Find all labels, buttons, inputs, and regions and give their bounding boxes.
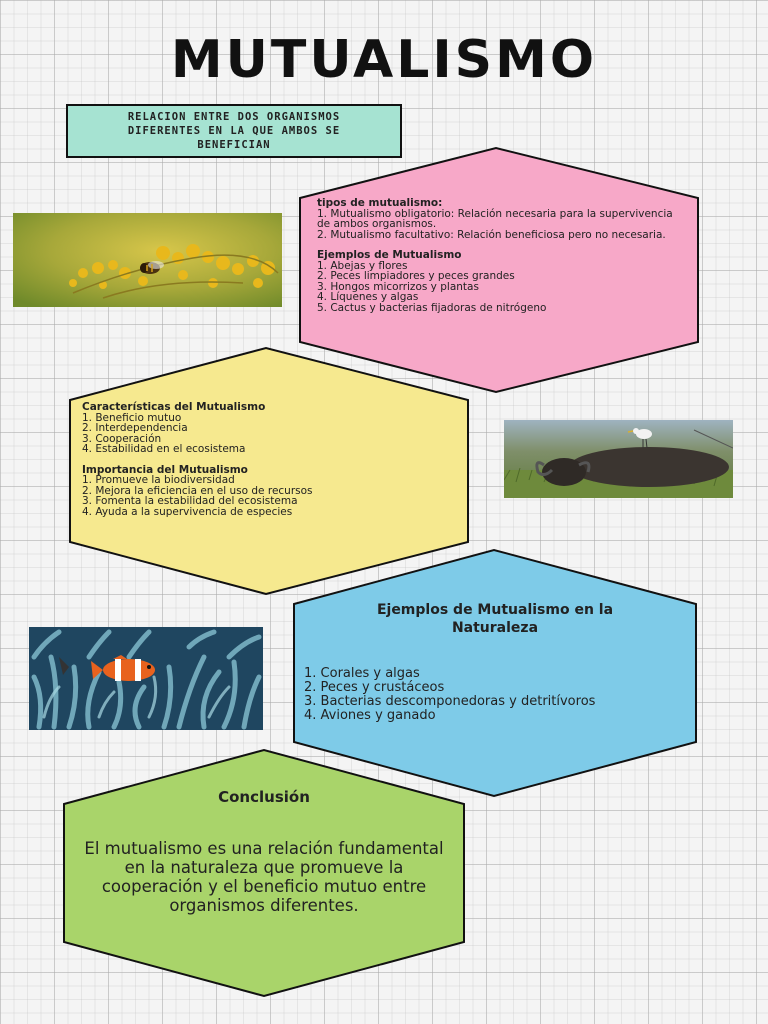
types-heading: tipos de mutualismo: bbox=[317, 197, 443, 209]
list-item: 2. Mejora la eficiencia en el uso de recursos bbox=[82, 484, 313, 497]
list-item: 1. Mutualismo obligatorio: Relación necesaria para la supervivencia de ambos organismos. bbox=[317, 207, 673, 230]
list-item: 3. Hongos micorrizos y plantas bbox=[317, 280, 479, 293]
blue-heading: Ejemplos de Mutualismo en la Naturaleza bbox=[376, 602, 614, 636]
types-list bbox=[317, 209, 689, 241]
list-item: 5. Cactus y bacterias fijadoras de nitrógeno bbox=[317, 301, 547, 314]
characteristics-list bbox=[82, 413, 452, 455]
list-item: 1. Abejas y flores bbox=[317, 259, 408, 272]
importance-heading: Importancia del Mutualismo bbox=[82, 463, 248, 476]
list-item: 4. Líquenes y algas bbox=[317, 291, 419, 303]
list-item: 2. Peces limpiadores y peces grandes bbox=[317, 270, 515, 282]
importance-list bbox=[82, 475, 452, 517]
examples-heading: Ejemplos de Mutualismo bbox=[317, 249, 462, 261]
characteristics-heading: Características del Mutualismo bbox=[82, 401, 266, 413]
list-item: 2. Peces y crustáceos bbox=[304, 679, 445, 695]
clownfish-photo bbox=[29, 627, 263, 730]
list-item: 1. Promueve la biodiversidad bbox=[82, 474, 235, 486]
nature-examples-list bbox=[304, 667, 686, 723]
examples-list bbox=[317, 261, 689, 314]
buffalo-photo bbox=[504, 420, 733, 498]
list-item: 2. Interdependencia bbox=[82, 422, 188, 434]
list-item: 2. Mutualismo facultativo: Relación beneficiosa pero no necesaria. bbox=[317, 228, 666, 241]
list-item: 3. Cooperación bbox=[82, 432, 162, 445]
list-item: 3. Bacterias descomponedoras y detritívoros bbox=[304, 693, 596, 709]
list-item: 3. Fomenta la estabilidad del ecosistema bbox=[82, 495, 298, 507]
page-title: MUTUALISMO bbox=[170, 30, 598, 90]
list-item: 4. Aviones y ganado bbox=[304, 707, 436, 723]
green-hexagon bbox=[60, 748, 468, 998]
conclusion-heading: Conclusión bbox=[218, 788, 310, 806]
list-item: 1. Beneficio mutuo bbox=[82, 411, 182, 424]
conclusion-text: El mutualismo es una relación fundamental en la naturaleza que promueve la cooperación y el beneficio mutuo entre organismos diferentes. bbox=[84, 839, 444, 915]
list-item: 1. Corales y algas bbox=[304, 666, 420, 681]
bee-photo bbox=[13, 213, 282, 307]
list-item: 4. Ayuda a la supervivencia de especies bbox=[82, 505, 293, 518]
definition-text: RELACION ENTRE DOS ORGANISMOS DIFERENTES EN LA QUE AMBOS SE BENEFICIAN bbox=[127, 110, 341, 152]
list-item: 4. Estabilidad en el ecosistema bbox=[82, 443, 246, 455]
